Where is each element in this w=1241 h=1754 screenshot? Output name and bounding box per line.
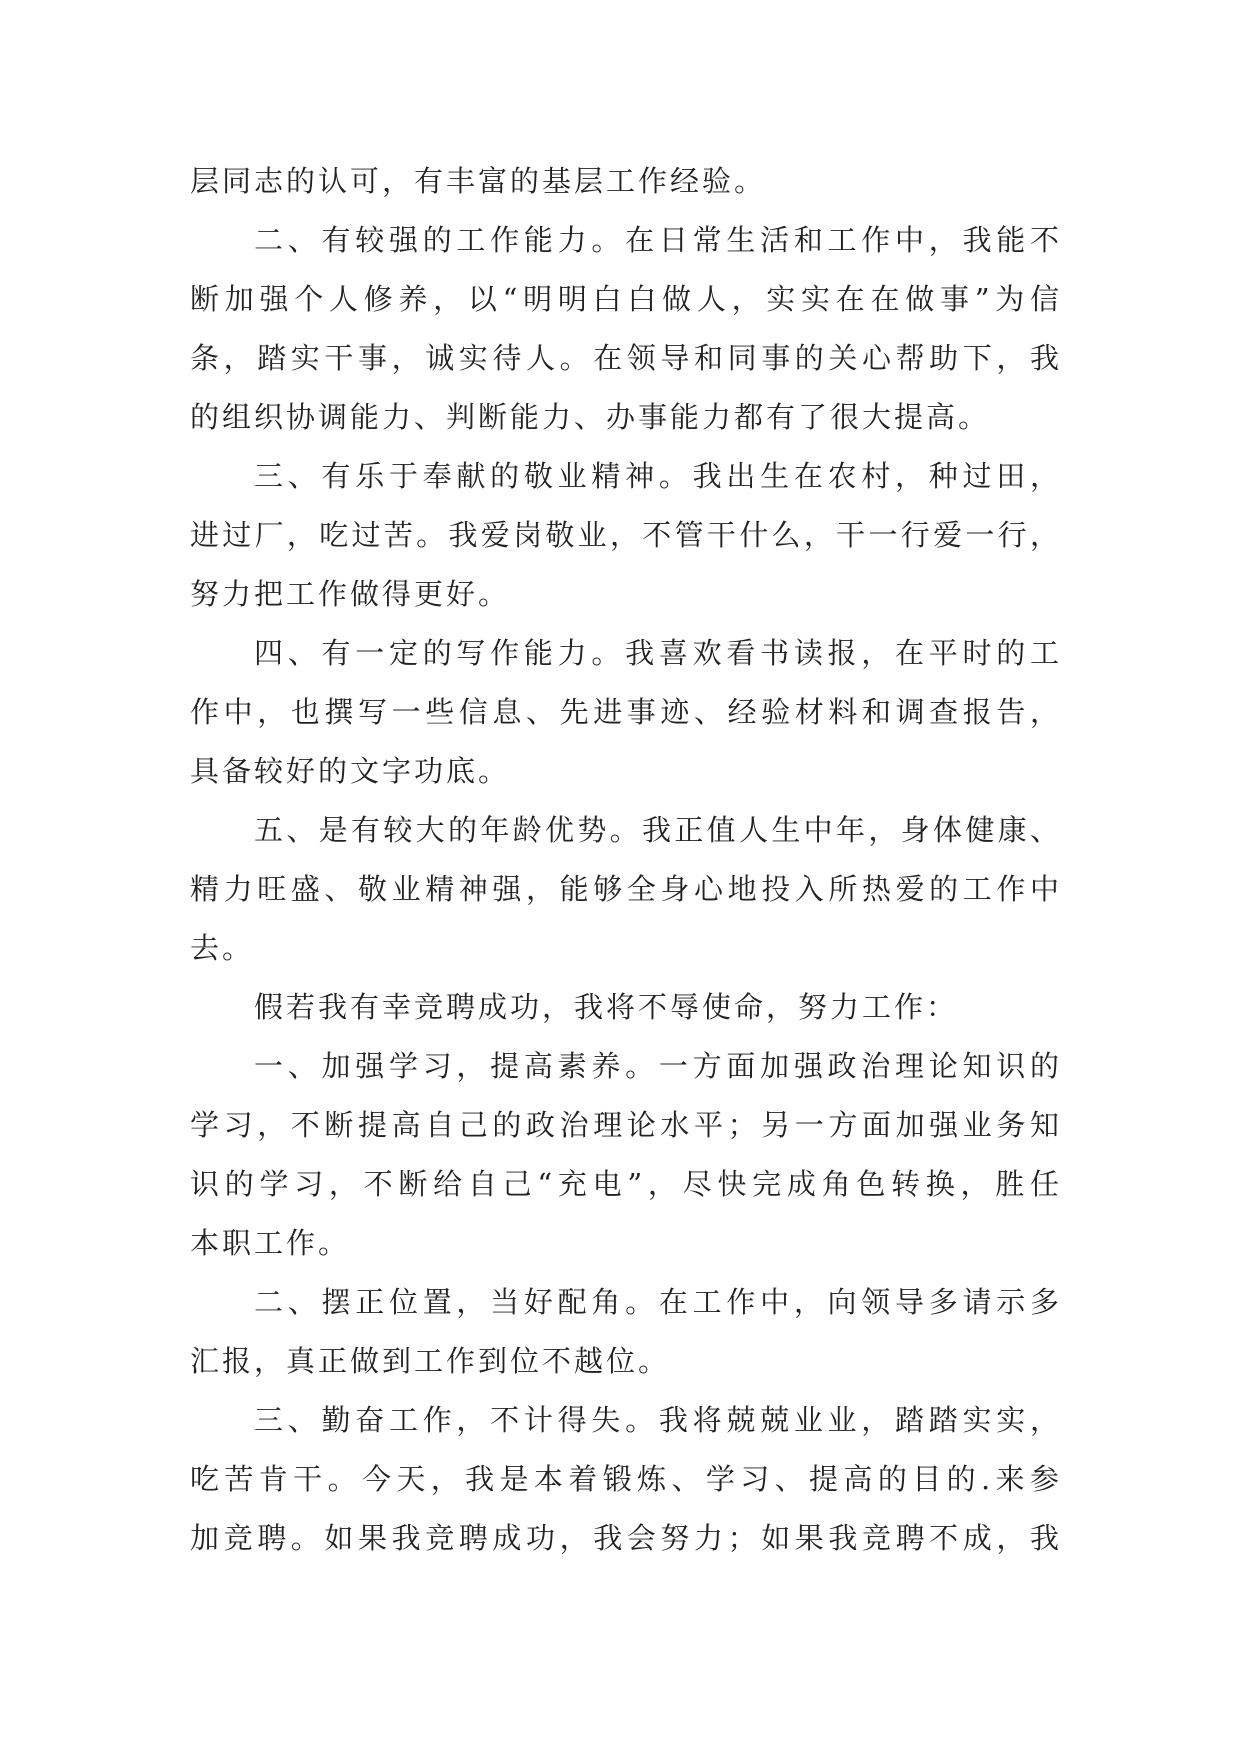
text-line: 四、有一定的写作能力。我喜欢看书读报，在平时的工: [254, 636, 1062, 670]
text-line: 一、加强学习，提高素养。一方面加强政治理论知识的: [254, 1049, 1062, 1083]
text-line: 二、有较强的工作能力。在日常生活和工作中，我能不: [254, 223, 1062, 257]
text-line: 的组织协调能力、判断能力、办事能力都有了很大提高。: [190, 400, 991, 434]
text-line: 条，踏实干事，诚实待人。在领导和同事的关心帮助下，我: [190, 341, 1062, 375]
text-line: 具备较好的文字功底。: [190, 754, 511, 788]
text-line: 学习，不断提高自己的政治理论水平；另一方面加强业务知: [190, 1108, 1062, 1142]
text-line: 精力旺盛、敬业精神强，能够全身心地投入所热爱的工作中: [190, 872, 1062, 906]
text-line: 进过厂，吃过苦。我爱岗敬业，不管干什么，干一行爱一行，: [190, 518, 1062, 552]
text-line: 三、勤奋工作，不计得失。我将兢兢业业，踏踏实实，: [254, 1403, 1062, 1437]
text-line: 识的学习，不断给自己“充电”，尽快完成角色转换，胜任: [190, 1167, 1062, 1201]
text-line: 汇报，真正做到工作到位不越位。: [190, 1344, 671, 1378]
text-line: 吃苦肯干。今天，我是本着锻炼、学习、提高的目的.来参: [190, 1462, 1062, 1496]
text-line: 去。: [190, 931, 255, 965]
text-line: 五、是有较大的年龄优势。我正值人生中年，身体健康、: [254, 813, 1062, 847]
text-line: 本职工作。: [190, 1226, 351, 1260]
text-line: 三、有乐于奉献的敬业精神。我出生在农村，种过田，: [254, 459, 1062, 493]
text-line: 努力把工作做得更好。: [190, 577, 511, 611]
text-line: 层同志的认可，有丰富的基层工作经验。: [190, 164, 767, 198]
text-line: 加竞聘。如果我竞聘成功，我会努力；如果我竞聘不成，我: [190, 1521, 1062, 1555]
text-line: 断加强个人修养，以“明明白白做人，实实在在做事”为信: [190, 282, 1062, 316]
document-body: [190, 152, 1062, 1568]
text-line: 二、摆正位置，当好配角。在工作中，向领导多请示多: [254, 1285, 1062, 1319]
text-line: 作中，也撰写一些信息、先进事迹、经验材料和调查报告，: [190, 695, 1062, 729]
text-line: 假若我有幸竞聘成功，我将不辱使命，努力工作：: [254, 990, 959, 1024]
